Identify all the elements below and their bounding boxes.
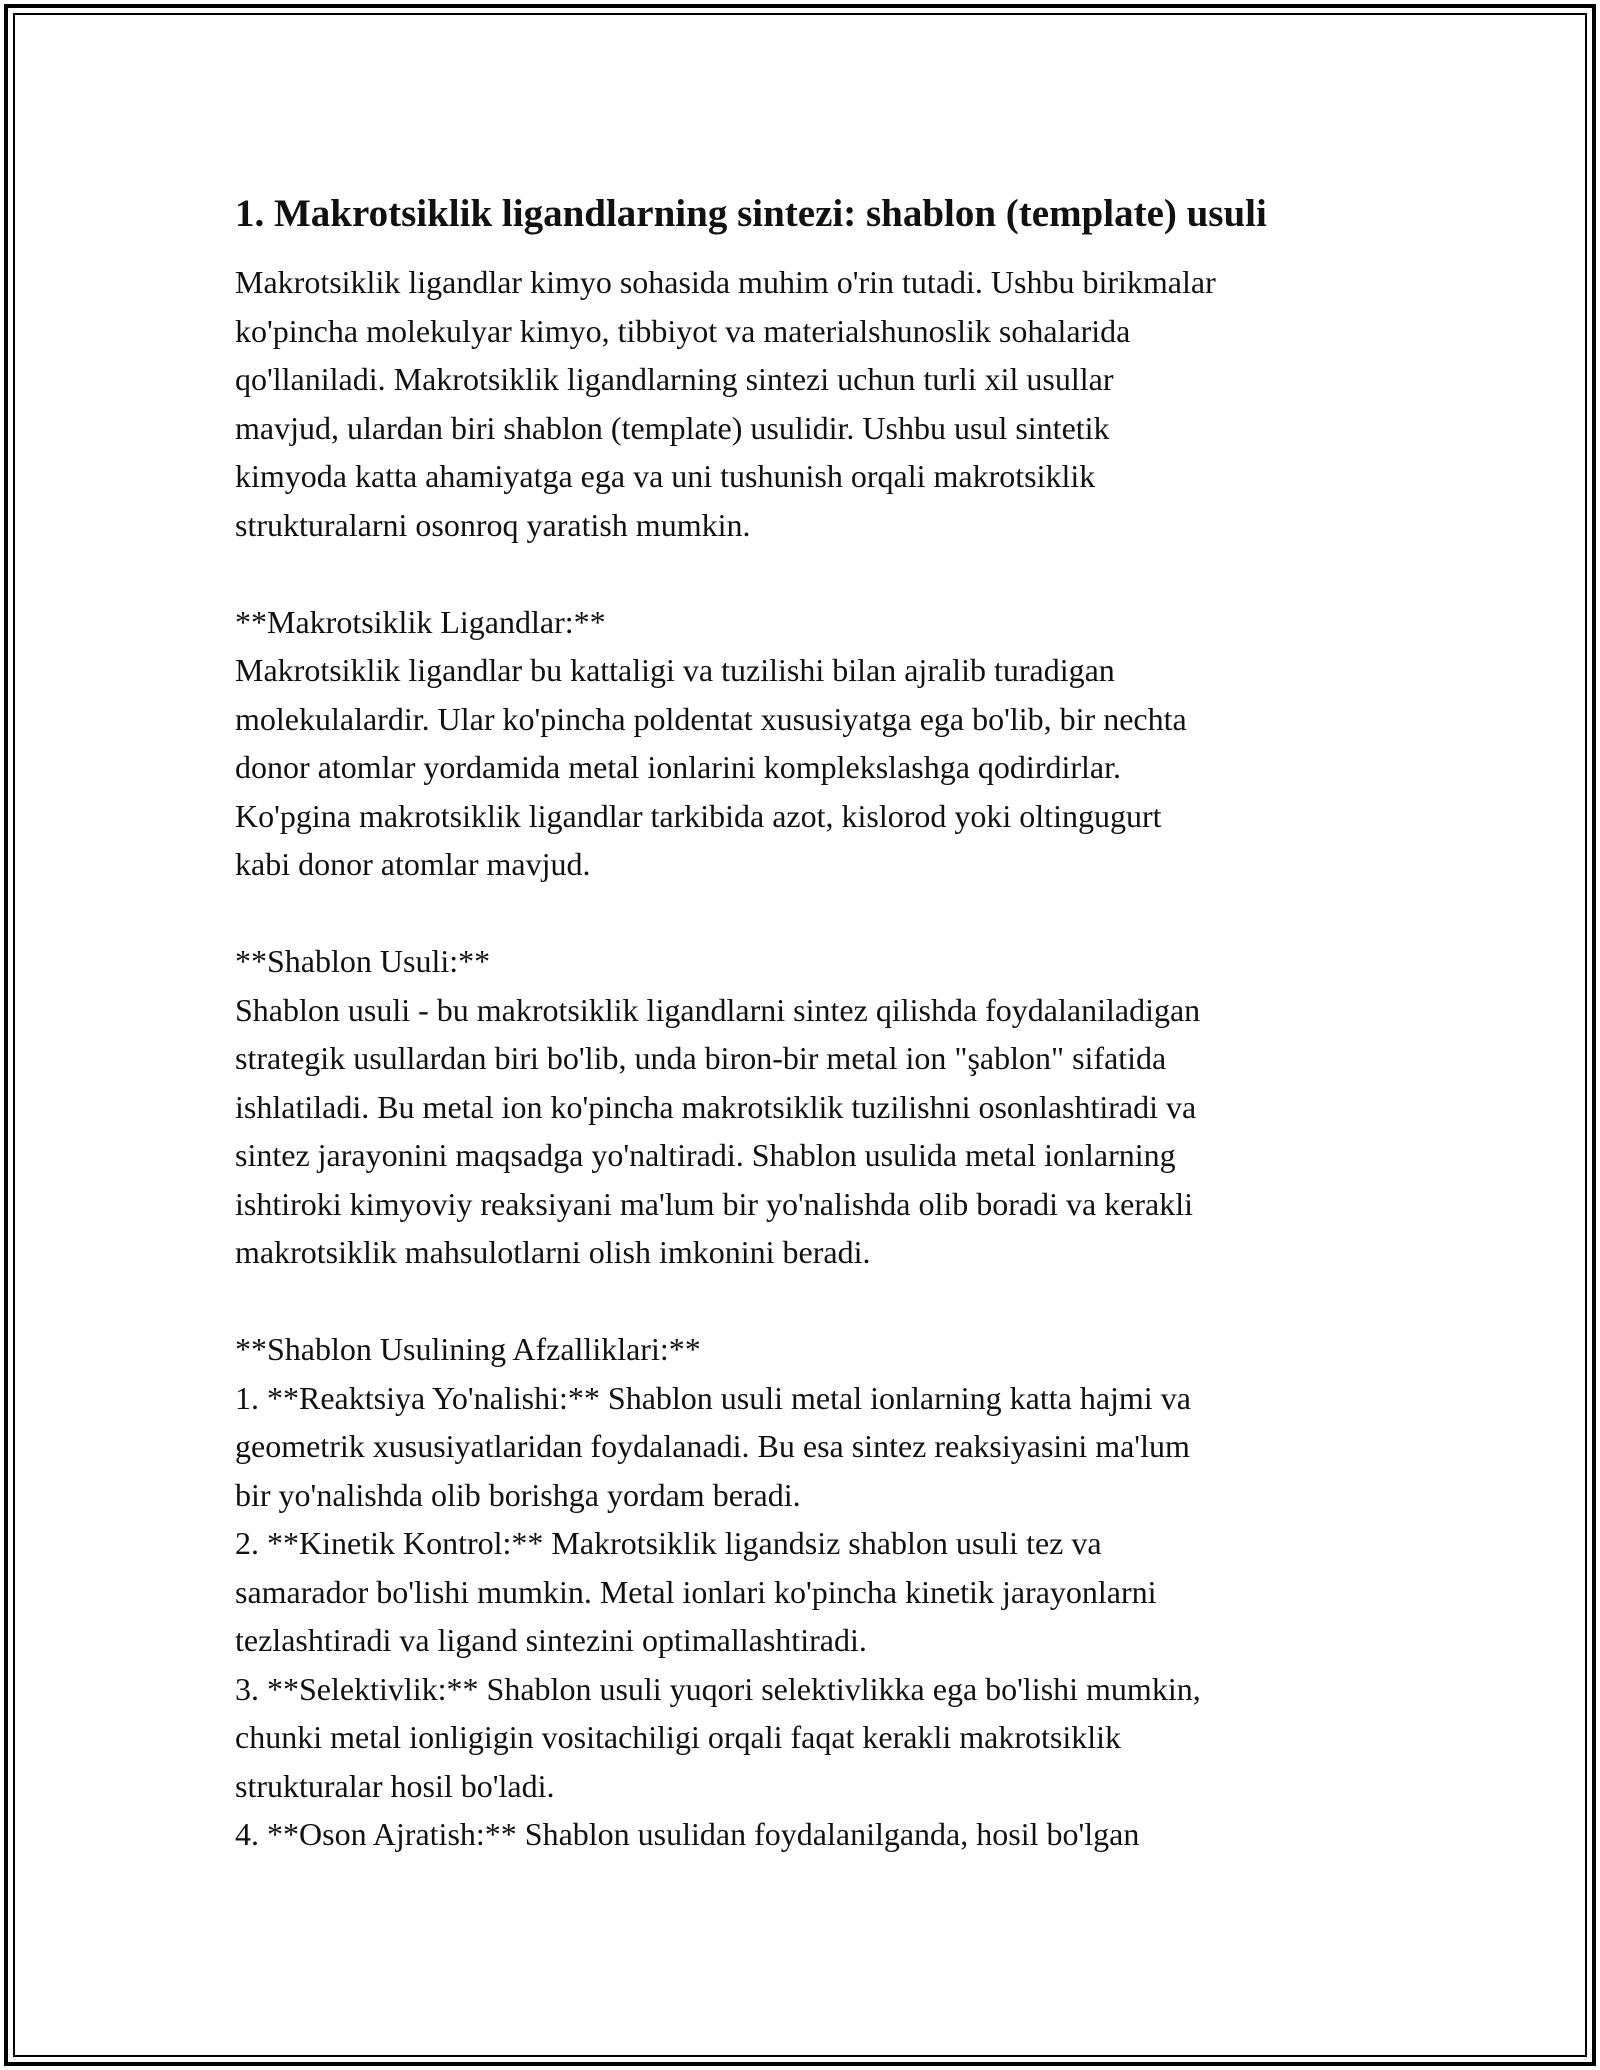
paragraph-spacer <box>235 889 1385 938</box>
section-heading: **Shablon Usulining Afzalliklari:** <box>235 1331 701 1367</box>
text-line: bir yo'nalishda olib borishga yordam beradi. <box>235 1476 801 1513</box>
text-line: kimyoda katta ahamiyatga ega va uni tushunish orqali makrotsiklik <box>235 458 1096 494</box>
section-heading: **Shablon Usuli:** <box>235 943 491 979</box>
text-line: 1. **Reaktsiya Yo'nalishi:** Shablon usuli metal ionlarning katta hajmi va <box>235 1379 1191 1416</box>
text-line: donor atomlar yordamida metal ionlarini komplekslashga qodirdirlar. <box>235 749 1121 785</box>
text-line: strukturalar hosil bo'ladi. <box>235 1767 555 1804</box>
ligands-section <box>235 598 1385 889</box>
text-line: Makrotsiklik ligandlar bu kattaligi va tuzilishi bilan ajralib turadigan <box>235 652 1115 688</box>
text-line: tezlashtiradi va ligand sintezini optimallashtiradi. <box>235 1622 867 1658</box>
document-title: 1. Makrotsiklik ligandlarning sintezi: shablon (template) usuli <box>235 192 1267 235</box>
text-line: samarador bo'lishi mumkin. Metal ionlari ko'pincha kinetik jarayonlarni <box>235 1573 1157 1610</box>
section-heading: **Makrotsiklik Ligandlar:** <box>235 603 606 640</box>
paragraph-spacer <box>235 549 1385 598</box>
text-line: ko'pincha molekulyar kimyo, tibbiyot va materialshunoslik sohalarida <box>235 312 1131 349</box>
method-section <box>235 937 1385 1277</box>
text-line: sintez jarayonini maqsadga yo'naltiradi. Shablon usulida metal ionlarning <box>235 1137 1176 1173</box>
text-line: makrotsiklik mahsulotlarni olish imkonini beradi. <box>235 1234 871 1270</box>
text-line: strategik usullardan biri bo'lib, unda biron-bir metal ion "şablon" sifatida <box>235 1040 1167 1076</box>
advantages-section <box>235 1325 1385 1859</box>
text-line: ishtiroki kimyoviy reaksiyani ma'lum bir yo'nalishda olib boradi va kerakli <box>235 1185 1194 1222</box>
paragraph-spacer <box>235 1277 1385 1326</box>
text-line: ishlatiladi. Bu metal ion ko'pincha makrotsiklik tuzilishni osonlashtiradi va <box>235 1088 1197 1125</box>
text-line: qo'llaniladi. Makrotsiklik ligandlarning sintezi uchun turli xil usullar <box>235 361 1114 397</box>
text-line: Makrotsiklik ligandlar kimyo sohasida muhim o'rin tutadi. Ushbu birikmalar <box>235 264 1216 300</box>
text-line: 4. **Oson Ajratish:** Shablon usulidan foydalanilganda, hosil bo'lgan <box>235 1816 1140 1852</box>
text-line: molekulalardir. Ular ko'pincha poldentat xususiyatga ega bo'lib, bir nechta <box>235 700 1187 737</box>
intro-paragraph <box>235 258 1385 549</box>
text-line: Shablon usuli - bu makrotsiklik ligandlarni sintez qilishda foydalaniladigan <box>235 991 1201 1028</box>
document-body <box>235 188 1385 1859</box>
text-line: Ko'pgina makrotsiklik ligandlar tarkibida azot, kislorod yoki oltingugurt <box>235 797 1162 834</box>
text-line: kabi donor atomlar mavjud. <box>235 846 591 882</box>
text-line: mavjud, ulardan biri shablon (template) usulidir. Ushbu usul sintetik <box>235 409 1110 446</box>
text-line: chunki metal ionligigin vositachiligi orqali faqat kerakli makrotsiklik <box>235 1719 1122 1755</box>
text-line: 2. **Kinetik Kontrol:** Makrotsiklik ligandsiz shablon usuli tez va <box>235 1525 1102 1561</box>
text-line: strukturalarni osonroq yaratish mumkin. <box>235 506 751 543</box>
text-line: geometrik xususiyatlaridan foydalanadi. Bu esa sintez reaksiyasini ma'lum <box>235 1428 1190 1464</box>
text-line: 3. **Selektivlik:** Shablon usuli yuqori selektivlikka ega bo'lishi mumkin, <box>235 1670 1201 1707</box>
